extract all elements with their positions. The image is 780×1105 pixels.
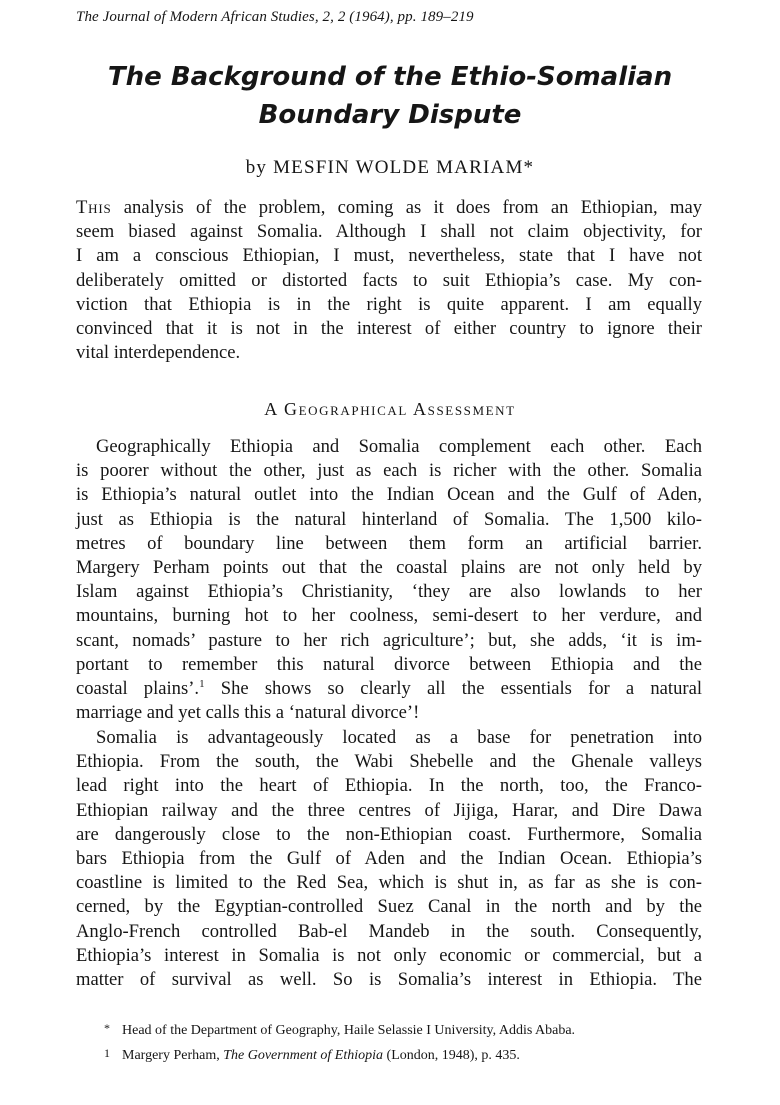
text-line: Anglo-French controlled Bab-el Mandeb in the south. Consequently,: [76, 920, 702, 942]
text-line: convinced that it is not in the interest of either country to ignore their: [76, 317, 702, 339]
text-line-rest: She shows so clearly all the essentials for a natural: [204, 677, 702, 699]
text-line: metres of boundary line between them form an artificial barrier.: [76, 532, 702, 554]
text-line: cerned, by the Egyptian-controlled Suez Canal in the north and by the: [76, 896, 702, 918]
text-line: viction that Ethiopia is in the right is quite apparent. I am equally: [76, 293, 702, 315]
footnote-text: (London, 1948), p. 435.: [383, 1048, 520, 1063]
intro-paragraph: [76, 196, 702, 365]
text-line: scant, nomads’ pasture to her rich agriculture’; but, she adds, ‘it is im-: [76, 629, 702, 651]
text-line: [76, 677, 702, 701]
footnote-text: Margery Perham,: [122, 1048, 224, 1063]
text-line: seem biased against Somalia. Although I shall not claim objectivity, for: [76, 221, 702, 243]
section-heading: A Geographical Assessment: [264, 399, 516, 419]
text-line: Geographically Ethiopia and Somalia complement each other. Each: [96, 436, 702, 457]
text-line: matter of survival as well. So is Somalia’s interest in Ethiopia. The: [76, 968, 702, 990]
text-line: portant to remember this natural divorce between Ethiopia and the: [76, 653, 702, 675]
footnote-reference: 1: [199, 677, 205, 690]
paragraph-location: [76, 726, 702, 992]
text-line: Ethiopian railway and the three centres of Jijiga, Harar, and Dire Dawa: [76, 799, 702, 821]
article-title-line-2: Boundary Dispute: [258, 100, 522, 130]
text-line-rest: analysis of the problem, coming as it does from an Ethiopian, may: [111, 197, 702, 218]
footnote-text: Head of the Department of Geography, Haile Selassie I University, Addis Ababa.: [122, 1023, 576, 1038]
text-line-start: coastal plains’.: [76, 677, 200, 699]
text-line: Ethiopia. From the south, the Wabi Shebelle and the Ghenale valleys: [76, 751, 702, 773]
text-line: Islam against Ethiopia’s Christianity, ‘they are also lowlands to her: [76, 581, 702, 603]
text-line: I am a conscious Ethiopian, I must, nevertheless, state that I have not: [76, 245, 702, 267]
footnote-1: [104, 1042, 724, 1067]
journal-citation-header: The Journal of Modern African Studies, 2, 2 (1964), pp. 189–219: [76, 9, 474, 25]
text-line: coastline is limited to the Red Sea, which is shut in, as far as she is con-: [76, 872, 702, 894]
text-line: Ethiopia’s interest in Somalia is not only economic or commercial, but a: [76, 944, 702, 966]
footnote-author: [104, 1017, 724, 1042]
footnote-mark: *: [104, 1021, 110, 1035]
text-line: [76, 196, 702, 220]
article-title: [0, 58, 780, 134]
dropcap-word: This: [76, 197, 112, 218]
footnote-mark: 1: [104, 1046, 110, 1060]
footnotes: [104, 1017, 724, 1067]
text-line: deliberately omitted or distorted facts to suit Ethiopia’s case. My con-: [76, 269, 702, 291]
text-line: marriage and yet calls this a ‘natural divorce’!: [76, 702, 420, 724]
text-line: is poorer without the other, just as each is richer with the other. Somalia: [76, 460, 702, 482]
text-line: lead right into the heart of Ethiopia. In the north, too, the Franco-: [76, 775, 702, 797]
article-title-line-1: The Background of the Ethio-Somalian: [107, 62, 673, 92]
text-line: just as Ethiopia is the natural hinterland of Somalia. The 1,500 kilo-: [76, 508, 702, 530]
text-line: bars Ethiopia from the Gulf of Aden and the Indian Ocean. Ethiopia’s: [76, 847, 702, 869]
text-line: Margery Perham points out that the coastal plains are not only held by: [76, 556, 702, 578]
text-line: are dangerously close to the non-Ethiopian coast. Furthermore, Somalia: [76, 823, 702, 845]
paragraph-geography: [76, 435, 702, 725]
text-line: Somalia is advantageously located as a base for penetration into: [96, 727, 702, 748]
text-line: vital interdependence.: [76, 342, 241, 364]
text-line: mountains, burning hot to her coolness, semi-desert to her verdure, and: [76, 605, 702, 627]
footnote-cited-title: The Government of Ethiopia: [223, 1048, 384, 1063]
author-byline: by MESFIN WOLDE MARIAM*: [245, 157, 535, 178]
text-line: is Ethiopia’s natural outlet into the Indian Ocean and the Gulf of Aden,: [76, 484, 702, 506]
